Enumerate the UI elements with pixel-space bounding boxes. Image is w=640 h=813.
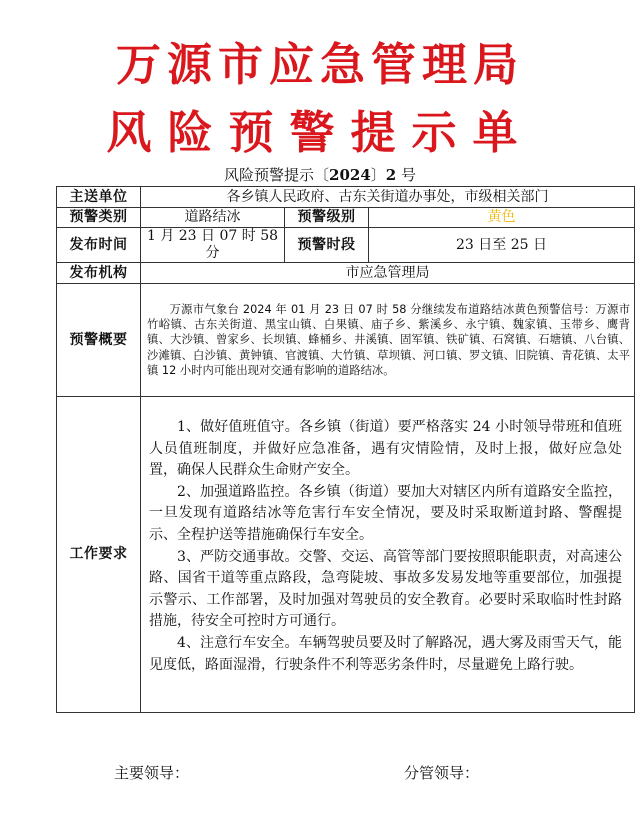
row-time: [57, 228, 635, 263]
row-category: [57, 208, 635, 228]
row-overview: [57, 284, 635, 397]
row-recipients: [57, 187, 635, 208]
main-leader-signature: 主要领导：: [114, 764, 190, 782]
recipients-value: 各乡镇人民政府、古东关街道办事处，市级相关部门: [141, 187, 635, 208]
recipients-label: 主送单位: [57, 187, 141, 208]
overview-text: 万源市气象台 2024 年 01 月 23 日 07 时 58 分继续发布道路结冰黄色预警信号：万源市竹峪镇、古东关街道、黑宝山镇、白果镇、庙子乡、紫溪乡、永宁镇、魏家镇、玉带乡、鹰背镇、大沙镇、曾家乡、长坝镇、蜂桶乡、井溪镇、固军镇、铁矿镇、石窝镇、石塘镇、八台镇、沙滩镇、白沙镇、黄钟镇、官渡镇、大竹镇、草坝镇、河口镇、罗文镇、旧院镇、青花镇、太平镇 12 小时内可能出现对交通有影响的道路结冰。: [141, 284, 635, 397]
requirement-item: 2、加强道路监控。各乡镇（街道）要加大对辖区内所有道路安全监控，一旦发现有道路结冰等危害行车安全情况，要及时采取断道封路、警醒提示、全程护送等措施确保行车安全。: [149, 483, 623, 543]
requirement-item: 1、做好值班值守。各乡镇（街道）要严格落实 24 小时领导带班和值班人员值班制度，并做好应急准备，遇有灾情险情，及时上报，做好应急处置，确保人民群众生命财产安全。: [149, 419, 623, 479]
row-requirements: [57, 397, 635, 713]
org-value: 市应急管理局: [141, 263, 635, 284]
document-number: 风险预警提示〔2024〕2 号: [224, 166, 416, 184]
time-label: 发布时间: [57, 228, 141, 263]
requirement-item: 3、严防交通事故。交警、交运、高管等部门要按照职能职责，对高速公路、国省干道等重点路段，急弯陡坡、事故多发易发地等重要部位，加强提示警示、工作部署，及时加强对驾驶员的安全教育。必要时采取临时性封路措施，待安全可控时方可通行。: [149, 548, 623, 630]
level-value: 黄色: [369, 208, 635, 228]
deputy-leader-signature: 分管领导：: [404, 764, 480, 782]
period-label: 预警时段: [285, 228, 369, 263]
category-label: 预警类别: [57, 208, 141, 228]
time-value: 1 月 23 日 07 时 58 分: [141, 228, 285, 263]
org-label: 发布机构: [57, 263, 141, 284]
document-title: 风险预警提示单: [106, 106, 534, 159]
requirement-item: 4、注意行车安全。车辆驾驶员要及时了解路况，遇大雾及雨雪天气，能见度低，路面湿滑，行驶条件不利等恶劣条件时，尽量避免上路行驶。: [149, 634, 623, 673]
period-value: 23 日至 25 日: [369, 228, 635, 263]
level-label: 预警级别: [285, 208, 369, 228]
overview-label: 预警概要: [57, 284, 141, 397]
requirements-label: 工作要求: [57, 397, 141, 713]
warning-table: [56, 186, 635, 713]
category-value: 道路结冰: [141, 208, 285, 228]
agency-title: 万源市应急管理局: [115, 38, 524, 91]
requirements-text: [141, 397, 635, 713]
row-org: [57, 263, 635, 284]
